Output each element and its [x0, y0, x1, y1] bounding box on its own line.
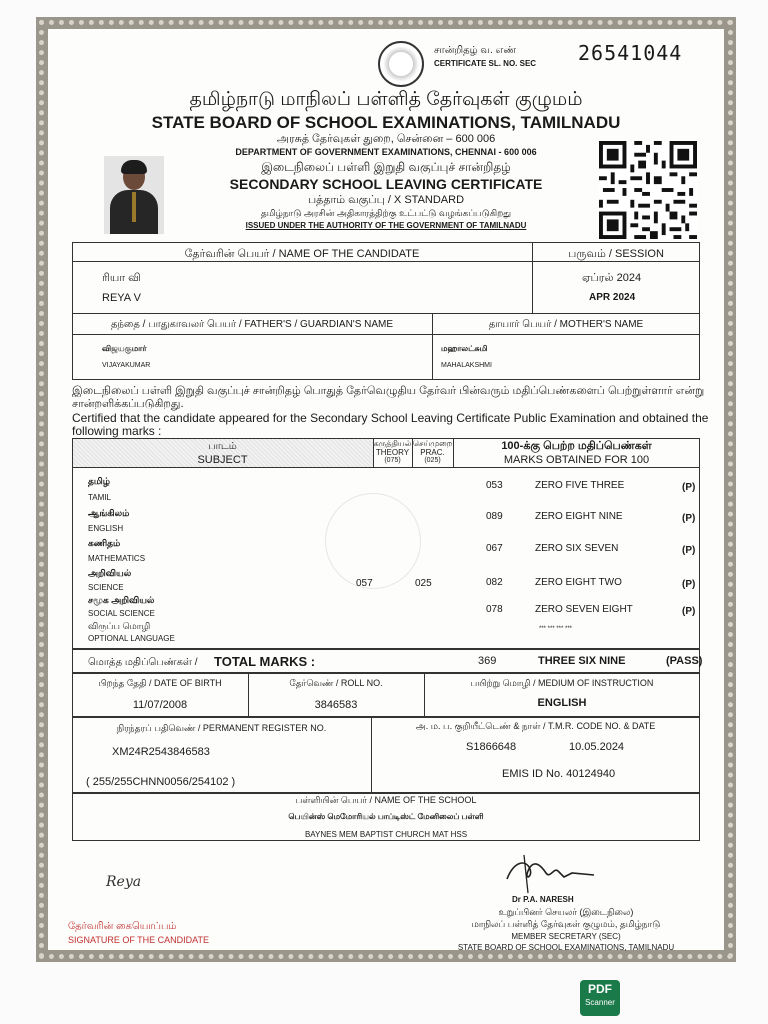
- subject-name-en: MATHEMATICS: [88, 554, 146, 563]
- subject-marks: 082: [486, 577, 503, 588]
- subject-marks-words: ZERO SEVEN EIGHT: [535, 604, 633, 615]
- subject-header-en: SUBJECT: [197, 454, 248, 466]
- tamilnadu-emblem-icon: [378, 41, 424, 87]
- total-marks: 369: [478, 655, 497, 667]
- watermark-emblem-icon: [325, 493, 421, 589]
- subject-marks-words: ZERO EIGHT NINE: [535, 511, 623, 522]
- standard: பத்தாம் வகுப்பு / X STANDARD: [307, 194, 465, 206]
- subject-marks-words: ZERO SIX SEVEN: [535, 543, 619, 554]
- subject-name-ta: அறிவியல்: [88, 568, 132, 578]
- subject-name-ta: கணிதம்: [88, 538, 121, 548]
- official-board-ta: மாநிலப் பள்ளித் தேர்வுகள் குழுமம், தமிழ்நாடு: [471, 919, 661, 929]
- school-name-ta: பெயின்ஸ் மெமோரியல் பாப்டிஸ்ட் மேனிலைப் பள்ளி: [288, 812, 484, 821]
- subject-status: (P): [682, 513, 696, 524]
- subject-name-en: OPTIONAL LANGUAGE: [88, 634, 175, 643]
- subject-status: (P): [682, 545, 696, 556]
- candidate-photo: [104, 156, 164, 234]
- medium-of-instruction: ENGLISH: [537, 697, 587, 709]
- candidate-signature: Reya: [106, 874, 142, 890]
- department-en: DEPARTMENT OF GOVERNMENT EXAMINATIONS, CHENNAI - 600 006: [235, 147, 537, 157]
- subject-name-ta: சமூக அறிவியல்: [88, 595, 155, 605]
- subject-name-ta: தமிழ்: [88, 476, 110, 486]
- father-name-ta: விஜயகுமார்: [102, 344, 147, 353]
- father-label: தந்தை / பாதுகாவலர் பெயர் / FATHER'S / GUARDIAN'S NAME: [110, 319, 394, 330]
- prac-header-ta: செய்முறை: [412, 439, 453, 448]
- prac-max: (025): [424, 457, 441, 464]
- issued-ta: தமிழ்நாடு அரசின் அதிகாரத்திற்கு உட்பட்டு வழங்கப்படுகிறது: [260, 208, 512, 218]
- subject-marks: 067: [486, 543, 503, 554]
- register-label: நிரந்தரப் பதிவெண் / PERMANENT REGISTER NO.: [116, 723, 327, 733]
- total-label-ta: மொத்த மதிப்பெண்கள் /: [88, 657, 198, 668]
- subject-marks: 053: [486, 480, 503, 491]
- theory-header-en: THEORY: [375, 448, 410, 457]
- pdf-logo-text: PDF: [588, 982, 612, 996]
- board-title-ta: தமிழ்நாடு மாநிலப் பள்ளித் தேர்வுகள் குழுமம்: [189, 89, 583, 110]
- subject-marks-words: ZERO EIGHT TWO: [535, 577, 622, 588]
- subject-name-en: TAMIL: [88, 493, 111, 502]
- mother-name-en: MAHALAKSHMI: [441, 362, 492, 369]
- session-en: APR 2024: [589, 292, 636, 303]
- prac-header-en: PRAC.: [420, 448, 445, 457]
- certificate-document: [36, 17, 736, 962]
- candidate-name-en: REYA V: [102, 292, 141, 304]
- official-designation-en: MEMBER SECRETARY (SEC): [511, 932, 621, 941]
- register-code: ( 255/255CHNN0056/254102 ): [86, 776, 236, 788]
- pdf-scanner-logo-icon: [580, 980, 620, 1016]
- roll-number: 3846583: [314, 699, 358, 711]
- school-name-en: BAYNES MEM BAPTIST CHURCH MAT HSS: [304, 830, 468, 839]
- board-title-en: STATE BOARD OF SCHOOL EXAMINATIONS, TAMILNADU: [151, 113, 621, 132]
- official-designation-ta: உறுப்பினர் செயலர் (இடைநிலை): [498, 907, 634, 917]
- subject-marks-words: ZERO FIVE THREE: [535, 480, 625, 491]
- emis-id: EMIS ID No. 40124940: [502, 768, 616, 780]
- tmr-code: S1866648: [466, 741, 517, 753]
- certification-ta: இடைநிலைப் பள்ளி இறுதி வகுப்புச் சான்றிதழ் பொதுத் தேர்வெழுதிய தேர்வர் பின்வரும் மதிப்பெண்களைப் பெற்றுள்ளார் என்று சான்றளிக்கப்படுகிறது.: [72, 385, 705, 410]
- subject-name-en: SOCIAL SCIENCE: [88, 609, 155, 618]
- dob-label: பிறந்த தேதி / DATE OF BIRTH: [98, 678, 222, 688]
- subject-name-en: SCIENCE: [88, 583, 124, 592]
- session-ta: ஏப்ரல் 2024: [582, 272, 642, 284]
- subject-status: (P): [682, 606, 696, 617]
- subject-marks: 089: [486, 511, 503, 522]
- candidate-signature-label-ta: தேர்வரின் கையொப்பம்: [68, 921, 177, 932]
- official-signature-icon: [502, 849, 602, 899]
- mother-label: தாயார் பெயர் / MOTHER'S NAME: [488, 319, 644, 330]
- issued-en: ISSUED UNDER THE AUTHORITY OF THE GOVERNMENT OF TAMILNADU: [245, 221, 527, 230]
- permanent-register-number: XM24R2543846583: [112, 746, 210, 758]
- total-marks-words: THREE SIX NINE: [538, 655, 626, 667]
- school-label: பள்ளியின் பெயர் / NAME OF THE SCHOOL: [295, 795, 477, 805]
- name-label: தேர்வரின் பெயர் / NAME OF THE CANDIDATE: [184, 248, 420, 260]
- session-label: பருவம் / SESSION: [568, 248, 664, 260]
- subject-name-ta: விருப்ப மொழி: [88, 621, 151, 631]
- qr-code-icon: [599, 141, 697, 239]
- serial-label-en: CERTIFICATE SL. NO. SEC: [434, 59, 537, 68]
- roll-label: தேர்வெண் / ROLL NO.: [289, 678, 383, 688]
- theory-header-ta: கருத்தியல்: [373, 439, 412, 448]
- candidate-details-box: [72, 242, 700, 380]
- official-board-en: STATE BOARD OF SCHOOL EXAMINATIONS, TAMILNADU: [457, 943, 675, 952]
- tmr-label: அ. ம. ப. குறியீட்டெண் & நாள் / T.M.R. CODE NO. & DATE: [415, 721, 656, 731]
- subject-status: (P): [682, 579, 696, 590]
- date-of-birth: 11/07/2008: [132, 699, 188, 711]
- father-name-en: VIJAYAKUMAR: [102, 362, 151, 369]
- tmr-date: 10.05.2024: [569, 741, 625, 753]
- obtained-header-en: MARKS OBTAINED FOR 100: [503, 454, 650, 466]
- subject-marks-words: *** *** *** ***: [539, 626, 573, 632]
- subject-name-ta: ஆங்கிலம்: [88, 508, 130, 518]
- medium-label: பயிற்று மொழி / MEDIUM OF INSTRUCTION: [470, 678, 654, 688]
- mother-name-ta: மஹாலட்சுமி: [441, 344, 488, 353]
- science-theory-marks: 057: [356, 578, 373, 589]
- certification-en: Certified that the candidate appeared for the Secondary School Leaving Certificate Public Examination and obtained the following marks :: [72, 411, 709, 438]
- theory-max: (075): [384, 457, 401, 464]
- result-status: (PASS): [666, 655, 703, 667]
- scanner-logo-text: Scanner: [585, 998, 615, 1007]
- department-ta: அரசுத் தேர்வுகள் துறை, சென்னை – 600 006: [276, 133, 496, 145]
- candidate-signature-label-en: SIGNATURE OF THE CANDIDATE: [68, 935, 210, 945]
- science-prac-marks: 025: [415, 578, 432, 589]
- candidate-name-ta: ரியா வி: [102, 272, 141, 284]
- serial-label-ta: சான்றிதழ் வ. எண்: [434, 45, 517, 56]
- subject-header-ta: பாடம்: [208, 441, 237, 452]
- certificate-title-ta: இடைநிலைப் பள்ளி இறுதி வகுப்புச் சான்றிதழ்: [261, 160, 511, 174]
- obtained-header-ta: 100-க்கு பெற்ற மதிப்பெண்கள்: [501, 440, 652, 452]
- official-name: Dr P.A. NARESH: [512, 895, 574, 904]
- subject-status: (P): [682, 482, 696, 493]
- serial-number: 26541044: [578, 41, 683, 65]
- subject-name-en: ENGLISH: [88, 524, 124, 533]
- certificate-title-en: SECONDARY SCHOOL LEAVING CERTIFICATE: [229, 176, 543, 192]
- total-label-en: TOTAL MARKS :: [214, 654, 316, 669]
- subject-marks: 078: [486, 604, 503, 615]
